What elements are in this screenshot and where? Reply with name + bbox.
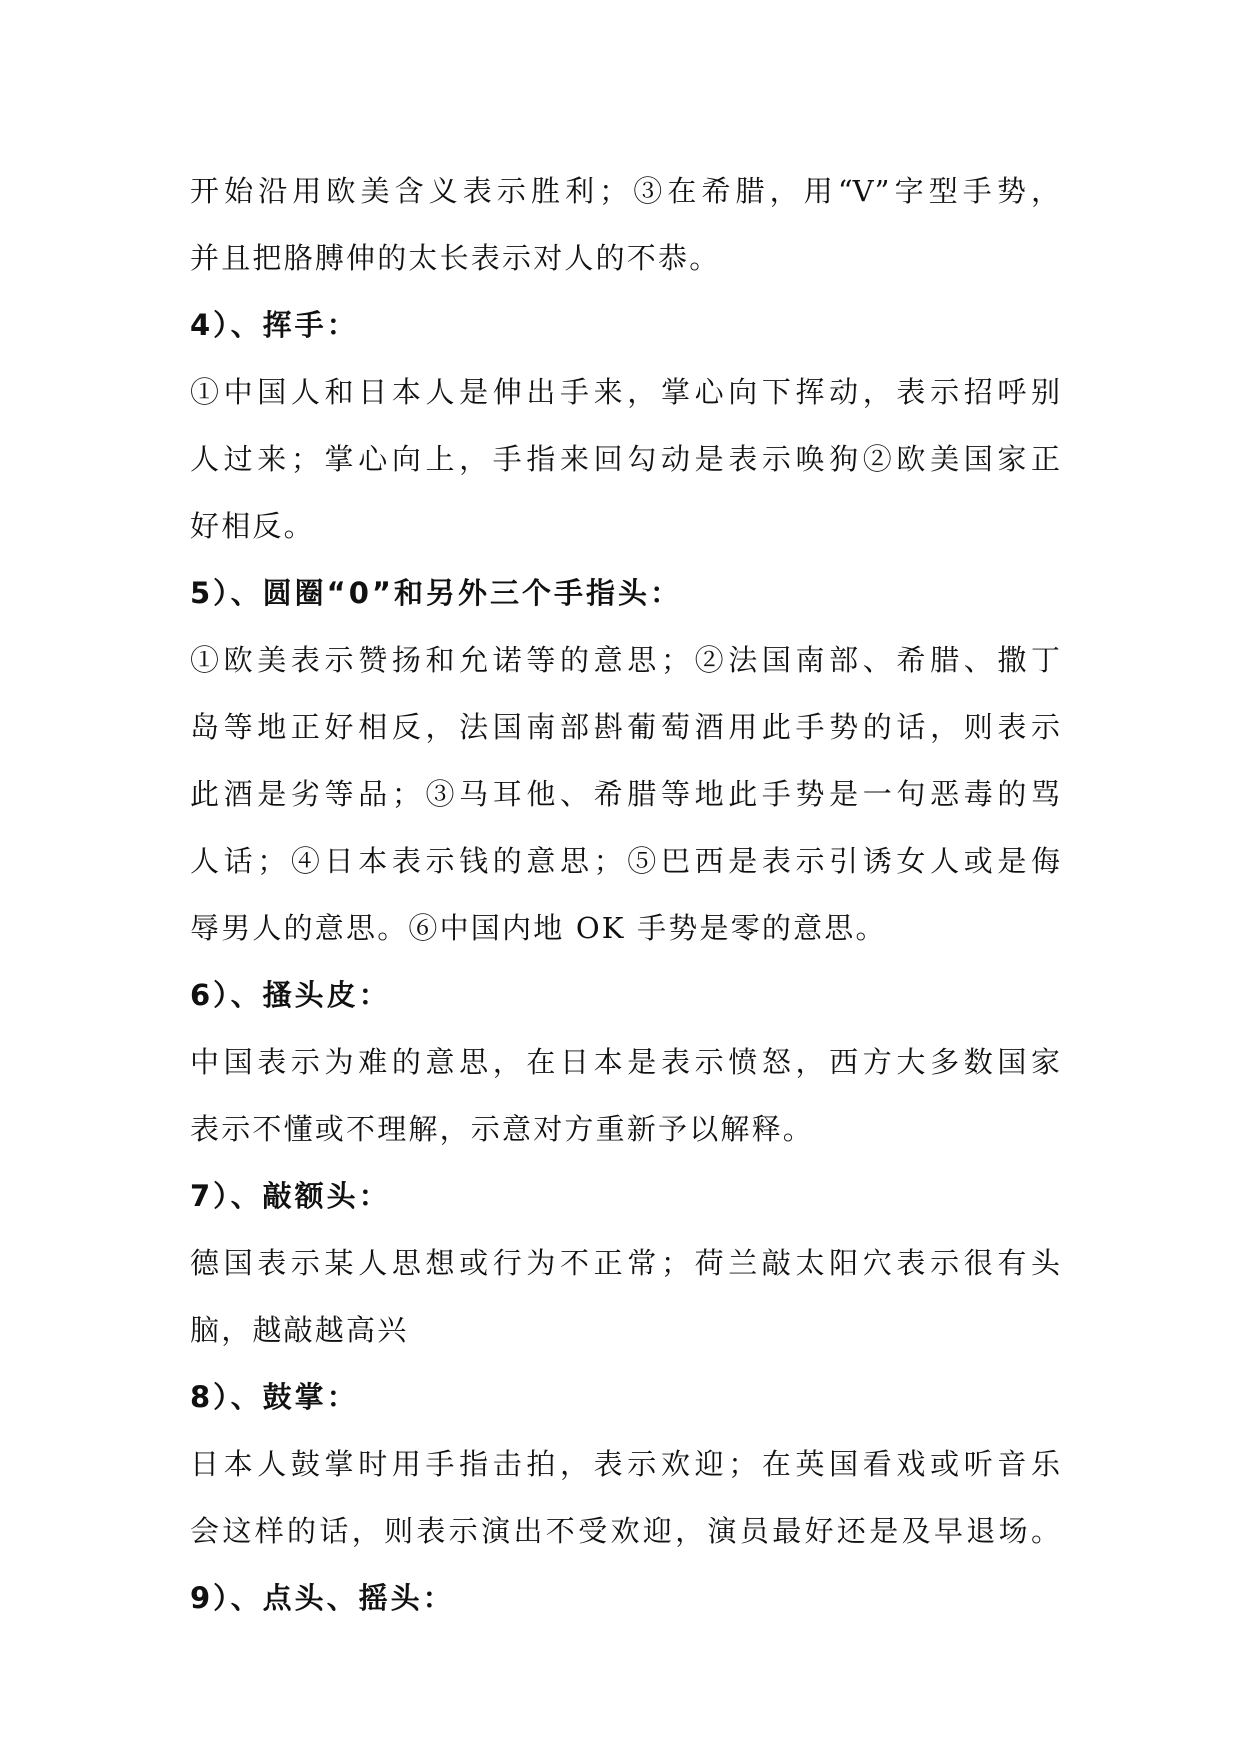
section-heading-nod-shake: 9）、点头、摇头：	[190, 1581, 455, 1615]
paragraph-line: 人话；④日本表示钱的意思；⑤巴西是表示引诱女人或是侮	[190, 844, 1060, 878]
paragraph-line: ①欧美表示赞扬和允诺等的意思；②法国南部、希腊、撒丁	[190, 643, 1060, 677]
section-heading-scratch-head: 6）、搔头皮：	[190, 978, 391, 1012]
paragraph-line: 日本人鼓掌时用手指击拍，表示欢迎；在英国看戏或听音乐	[190, 1447, 1060, 1481]
paragraph-line: 辱男人的意思。⑥中国内地 OK 手势是零的意思。	[190, 911, 887, 945]
paragraph-line: 会这样的话，则表示演出不受欢迎，演员最好还是及早退场。	[190, 1514, 1060, 1548]
paragraph-line: 此酒是劣等品；③马耳他、希腊等地此手势是一句恶毒的骂	[190, 777, 1060, 811]
paragraph-line: ①中国人和日本人是伸出手来，掌心向下挥动，表示招呼别	[190, 375, 1060, 409]
paragraph-line: 岛等地正好相反，法国南部斟葡萄酒用此手势的话，则表示	[190, 710, 1060, 744]
paragraph-line: 脑，越敲越高兴	[190, 1313, 409, 1347]
section-heading-applause: 8）、鼓掌：	[190, 1380, 359, 1414]
section-heading-waving: 4）、挥手：	[190, 308, 359, 342]
paragraph-line: 中国表示为难的意思，在日本是表示愤怒，西方大多数国家	[190, 1045, 1060, 1079]
paragraph-line: 人过来；掌心向上，手指来回勾动是表示唤狗②欧美国家正	[190, 442, 1060, 476]
paragraph-line: 好相反。	[190, 509, 315, 543]
section-heading-ok-sign: 5）、圆圈“0”和另外三个手指头：	[190, 576, 682, 610]
paragraph-line: 表示不懂或不理解，示意对方重新予以解释。	[190, 1112, 815, 1146]
paragraph-line: 开始沿用欧美含义表示胜利；③在希腊，用“V”字型手势，	[190, 174, 1060, 208]
section-heading-tap-forehead: 7）、敲额头：	[190, 1179, 391, 1213]
paragraph-line: 并且把胳膊伸的太长表示对人的不恭。	[190, 241, 721, 275]
paragraph-line: 德国表示某人思想或行为不正常；荷兰敲太阳穴表示很有头	[190, 1246, 1060, 1280]
document-page	[190, 158, 1060, 1632]
